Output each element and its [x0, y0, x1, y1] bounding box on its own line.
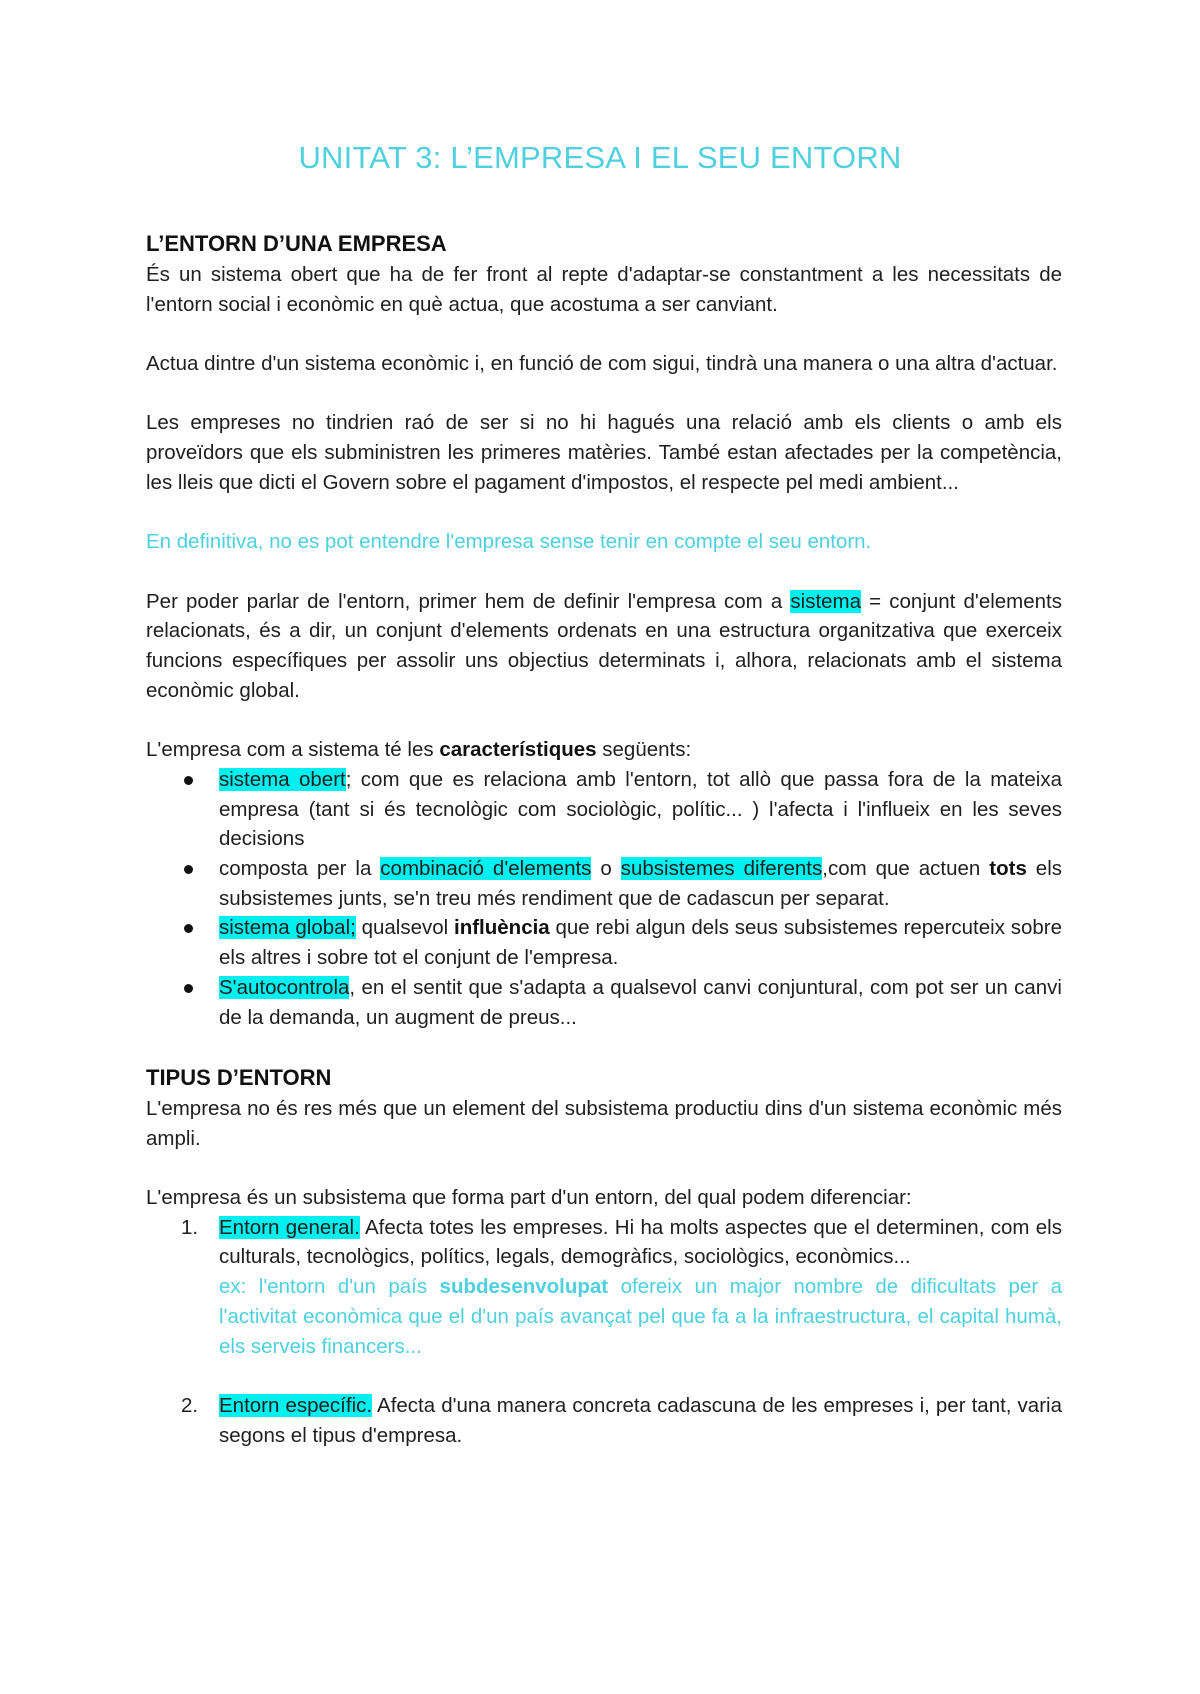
- conclusion-paragraph: En definitiva, no es pot entendre l'empresa sense tenir en compte el seu entorn.: [146, 530, 872, 554]
- list-number: 2.: [181, 1393, 199, 1417]
- list-number: 1.: [181, 1215, 199, 1239]
- paragraph: L'empresa no és res més que un element del subsistema productiu dins d'un sistema econòmic més ampli.: [146, 1096, 1062, 1150]
- highlight: Entorn específic.: [219, 1393, 373, 1417]
- paragraph: Les empreses no tindrien raó de ser si no hi hagués una relació amb els clients o amb els proveïdors que els subministren les primeres matèries. També estan afectades per la competència, les lleis que dicti el Govern sobre el pagament d'impostos, el respecte pel medi ambient...: [146, 411, 1062, 494]
- highlight: combinació d'elements: [380, 856, 592, 880]
- highlight: subsistemes diferents: [620, 856, 823, 880]
- paragraph: Actua dintre d'un sistema econòmic i, en funció de com sigui, tindrà una manera o una altra d'actuar.: [146, 352, 1058, 376]
- section-heading-entorn: L’ENTORN D’UNA EMPRESA: [146, 231, 447, 256]
- paragraph: L'empresa com a sistema té les característiques següents:: [146, 738, 692, 762]
- example-text: ex: l'entorn d'un país subdesenvolupat ofereix un major nombre de dificultats per a l'activitat econòmica que el d'un país avançat pel que fa a la infraestructura, el capital humà, els serveis financers...: [219, 1275, 1062, 1358]
- highlight: S'autocontrola: [219, 975, 350, 999]
- highlight: sistema obert: [219, 767, 346, 791]
- highlight: Entorn general.: [219, 1215, 360, 1239]
- list-item: composta per la combinació d'elements o subsistemes diferents,com que actuen tots els subsistemes junts, se'n treu més rendiment que de cadascun per separat.: [146, 854, 1062, 913]
- characteristics-list: [146, 765, 1062, 1032]
- page-title: UNITAT 3: L’EMPRESA I EL SEU ENTORN: [298, 140, 902, 175]
- section-heading-tipus: TIPUS D’ENTORN: [146, 1064, 332, 1090]
- paragraph: Per poder parlar de l'entorn, primer hem de definir l'empresa com a sistema = conjunt d'elements relacionats, és a dir, un conjunt d'elements ordenats en una estructura organitzativa que exerceix funcions específiques per assolir uns objectius determinats i, alhora, relacionats amb el sistema econòmic global.: [146, 589, 1062, 702]
- list-item: sistema obert; com que es relaciona amb l'entorn, tot allò que passa fora de la mateixa empresa (tant si és tecnològic com sociològic, polític... ) l'afecta i l'influeix en les seves decisions: [146, 765, 1062, 854]
- list-item: 1. Entorn general. Afecta totes les empreses. Hi ha molts aspectes que el determinen, com els culturals, tecnològics, polítics, legals, demogràfics, sociològics, econòmics... ex: l'entorn d'un país subdesenvolupat ofereix un major nombre de dificultats per a l'activitat econòmica que el d'un país avançat pel que fa a la infraestructura, el capital humà, els serveis financers...: [146, 1213, 1062, 1362]
- paragraph: És un sistema obert que ha de fer front al repte d'adaptar-se constantment a les necessitats de l'entorn social i econòmic en què actua, que acostuma a ser canviant.: [146, 263, 1062, 316]
- list-item: 2. Entorn específic. Afecta d'una manera concreta cadascuna de les empreses i, per tant, varia segons el tipus d'empresa.: [146, 1391, 1062, 1450]
- list-item: sistema global; qualsevol influència que rebi algun dels seus subsistemes repercuteix sobre els altres i sobre tot el conjunt de l'empresa.: [146, 913, 1062, 972]
- highlight: sistema: [790, 589, 862, 613]
- highlight: sistema global;: [219, 916, 356, 940]
- environment-types-list: [146, 1213, 1062, 1451]
- document-body: [146, 228, 1062, 1450]
- paragraph: L'empresa és un subsistema que forma part d'un entorn, del qual podem diferenciar:: [146, 1185, 912, 1209]
- list-item: S'autocontrola, en el sentit que s'adapta a qualsevol canvi conjuntural, com pot ser un canvi de la demanda, un augment de preus...: [146, 973, 1062, 1032]
